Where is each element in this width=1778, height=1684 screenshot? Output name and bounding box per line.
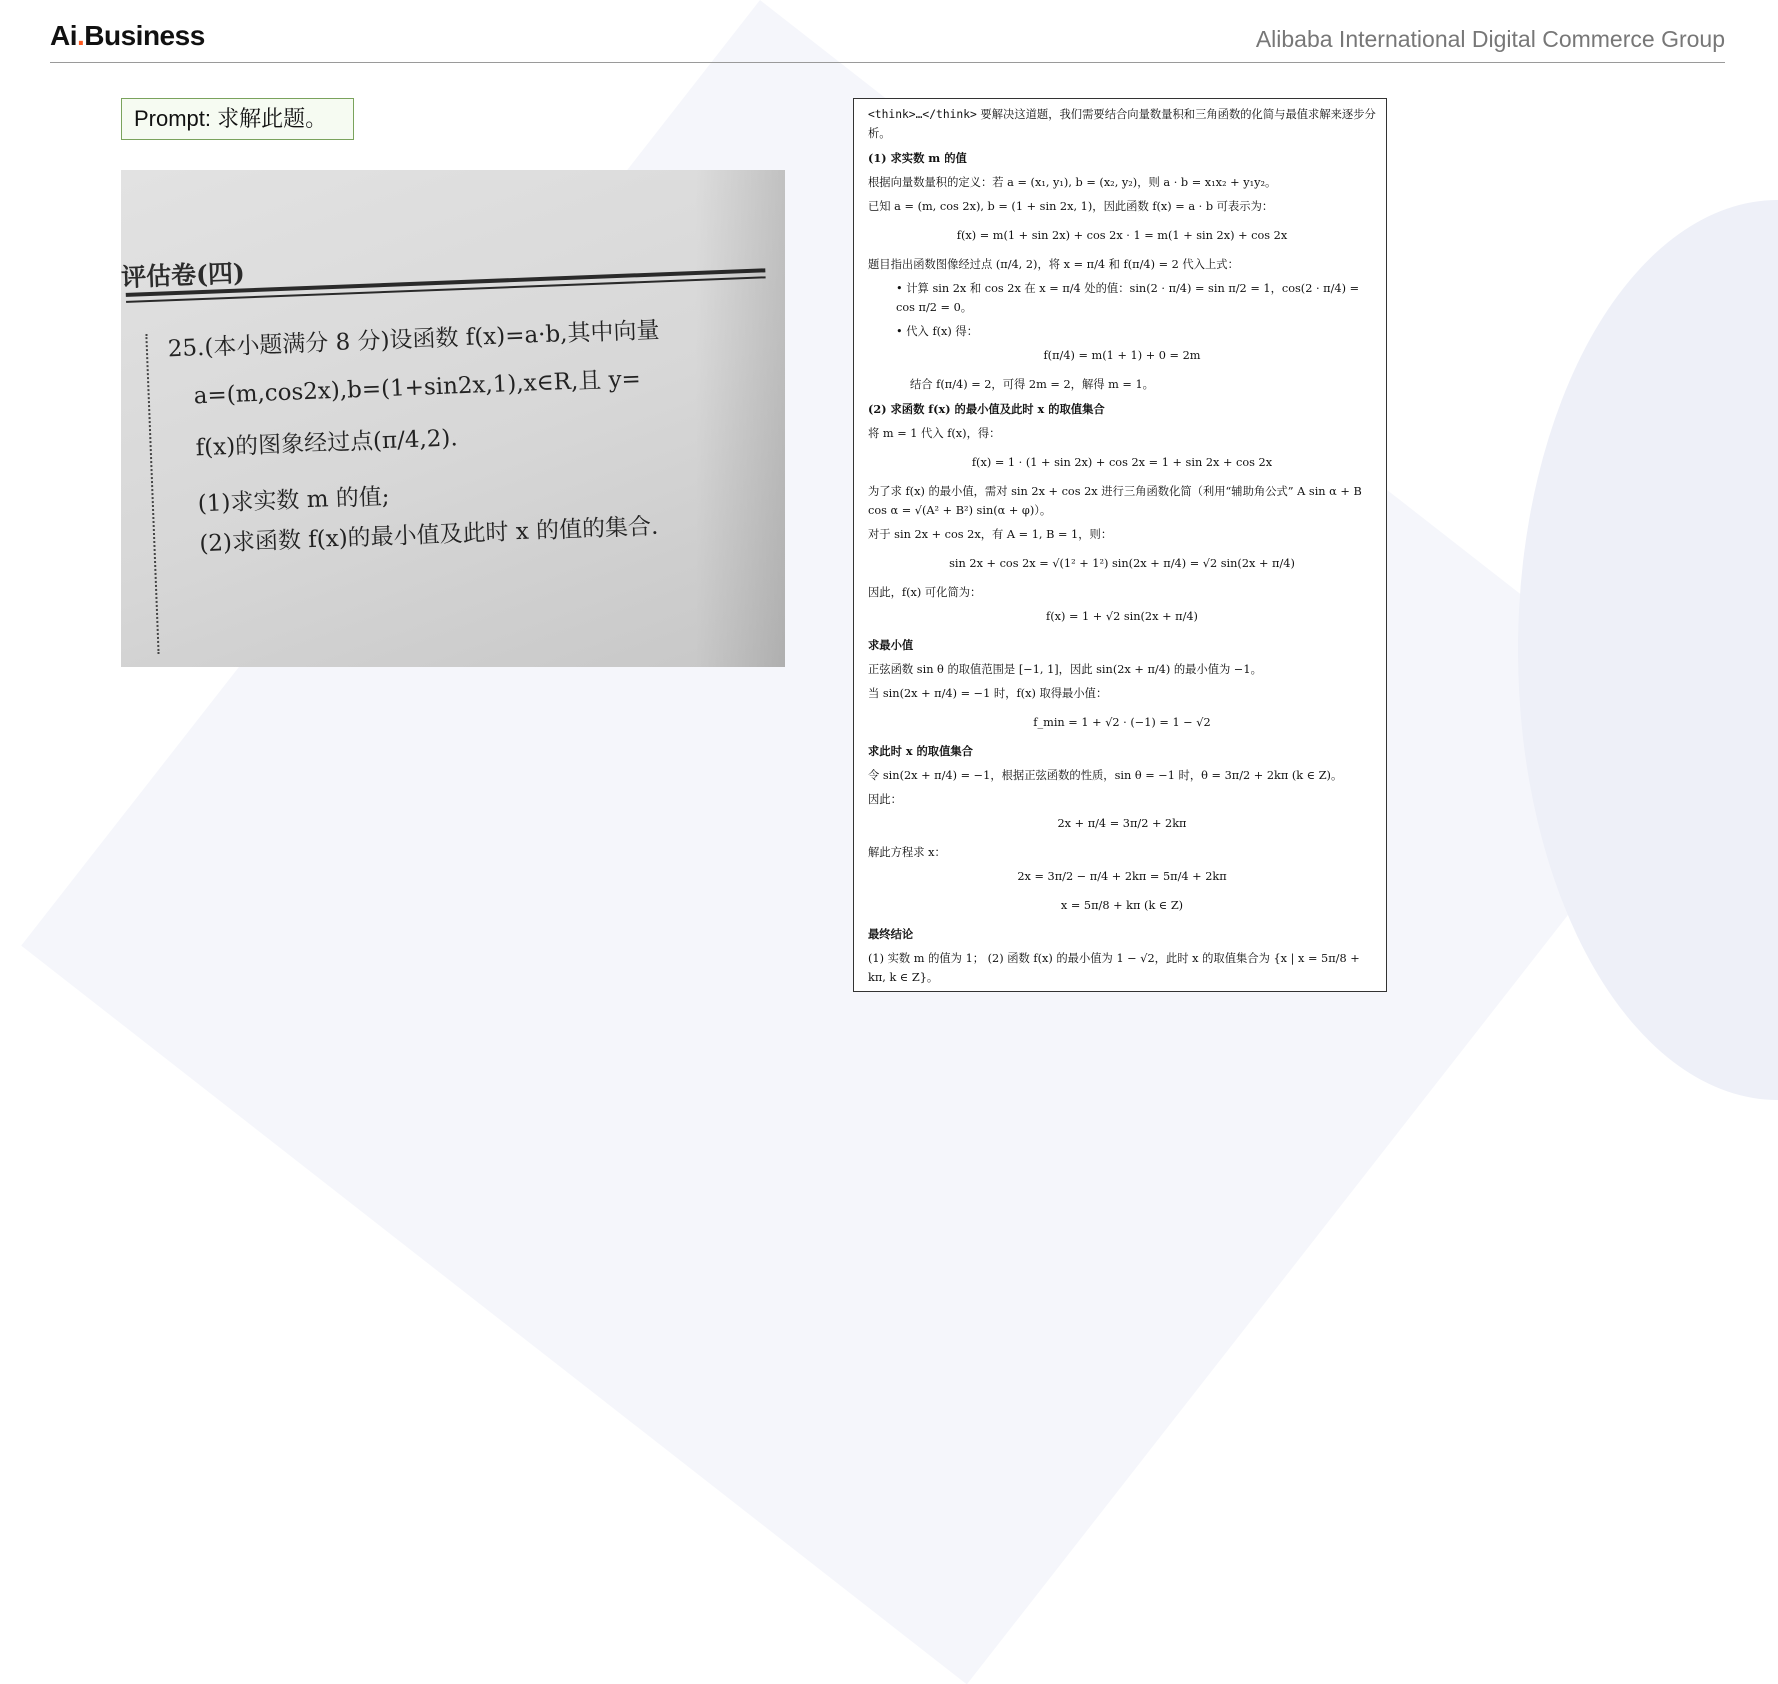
bullet-item: • 代入 f(x) 得： (896, 325, 978, 338)
photo-title: 评估卷(四) (121, 258, 246, 293)
answer-text: 根据向量数量积的定义：若 a = (x₁, y₁), b = (x₂, y₂)，则 a · b = x₁x₂ + y₁y₂。 (868, 176, 1277, 189)
answer-text: 结合 f(π/4) = 2，可得 2m = 2，解得 m = 1。 (910, 378, 1154, 391)
answer-text: 解此方程求 x： (868, 846, 946, 859)
equation: f(π/4) = m(1 + 1) + 0 = 2m (1043, 349, 1201, 362)
bullet-item: • 计算 sin 2x 和 cos 2x 在 x = π/4 处的值：sin(2 · π/4) = sin π/2 = 1，cos(2 · π/4) = cos π/2 = 0。 (896, 282, 1360, 314)
equation: f_min = 1 + √2 · (−1) = 1 − √2 (1033, 716, 1211, 729)
photo-tick-margin (145, 334, 161, 654)
answer-text: 为了求 f(x) 的最小值，需对 sin 2x + cos 2x 进行三角函数化简（利用“辅助角公式” A sin α + B cos α = √(A² + B²) sin(α + φ)）。 (868, 485, 1362, 517)
photo-line: 25.(本小题满分 8 分)设函数 f(x)=a·b,其中向量 (167, 317, 660, 363)
answer-text: 令 sin(2x + π/4) = −1，根据正弦函数的性质，sin θ = −1 时，θ = 3π/2 + 2kπ (k ∈ Z)。 (868, 769, 1343, 782)
equation: sin 2x + cos 2x = √(1² + 1²) sin(2x + π/4) = √2 sin(2x + π/4) (949, 557, 1295, 570)
background-shape (1518, 200, 1778, 1100)
section-title: 最终结论 (868, 927, 914, 941)
answer-intro: <think>…</think> 要解决这道题，我们需要结合向量数量积和三角函数的化简与最值求解来逐步分析。 (868, 108, 1376, 140)
slide-header (50, 18, 1725, 63)
equation: f(x) = m(1 + sin 2x) + cos 2x · 1 = m(1 + sin 2x) + cos 2x (956, 229, 1288, 242)
problem-photo (121, 170, 785, 667)
photo-line: f(x)的图象经过点(π/4,2). (195, 425, 459, 462)
section-title: (2) 求函数 f(x) 的最小值及此时 x 的取值集合 (868, 402, 1105, 416)
answer-text: 正弦函数 sin θ 的取值范围是 [−1, 1]，因此 sin(2x + π/4) 的最小值为 −1。 (868, 663, 1262, 676)
answer-text: 对于 sin 2x + cos 2x，有 A = 1, B = 1，则： (868, 528, 1113, 541)
answer-text: 题目指出函数图像经过点 (π/4, 2)，将 x = π/4 和 f(π/4) = 2 代入上式： (868, 258, 1239, 271)
equation: f(x) = 1 · (1 + sin 2x) + cos 2x = 1 + sin 2x + cos 2x (971, 456, 1273, 469)
equation: 2x = 3π/2 − π/4 + 2kπ = 5π/4 + 2kπ (1017, 870, 1227, 883)
answer-text: 当 sin(2x + π/4) = −1 时，f(x) 取得最小值： (868, 687, 1108, 700)
equation: f(x) = 1 + √2 sin(2x + π/4) (1046, 610, 1198, 623)
final-conclusion: (1) 实数 m 的值为 1； (2) 函数 f(x) 的最小值为 1 − √2，此时 x 的取值集合为 {x | x = 5π/8 + kπ, k ∈ Z}。 (868, 952, 1360, 984)
photo-line: a=(m,cos2x),b=(1+sin2x,1),x∈R,且 y= (193, 366, 642, 410)
aibusiness-logo: Ai.Business (50, 20, 205, 51)
section-title: 求最小值 (868, 638, 914, 652)
answer-text: 将 m = 1 代入 f(x)，得： (868, 427, 1001, 440)
answer-text: 因此，f(x) 可化简为： (868, 586, 982, 599)
prompt-label: Prompt: 求解此题。 (121, 98, 354, 140)
section-title: (1) 求实数 m 的值 (868, 151, 967, 165)
section-title: 求此时 x 的取值集合 (868, 744, 973, 758)
photo-shadow (695, 170, 785, 667)
equation: x = 5π/8 + kπ (k ∈ Z) (1060, 899, 1184, 912)
company-name: Alibaba International Digital Commerce Group (1255, 26, 1725, 52)
equation: 2x + π/4 = 3π/2 + 2kπ (1057, 817, 1187, 830)
model-answer (853, 98, 1387, 992)
answer-text: 因此： (868, 793, 902, 806)
photo-line: (1)求实数 m 的值; (197, 483, 391, 518)
answer-text: 已知 a = (m, cos 2x), b = (1 + sin 2x, 1)，因此函数 f(x) = a · b 可表示为： (868, 200, 1274, 213)
photo-line: (2)求函数 f(x)的最小值及此时 x 的值的集合. (198, 513, 659, 558)
